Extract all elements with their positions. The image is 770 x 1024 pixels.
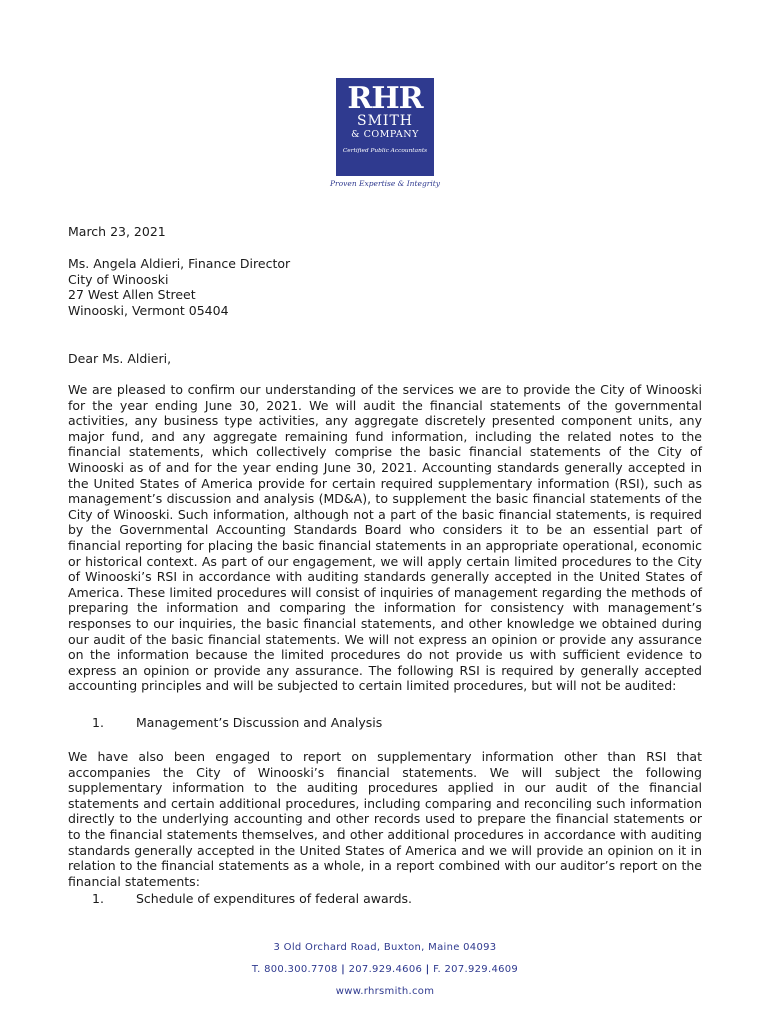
footer-phone2: 207.929.4606 [348,964,423,975]
list-number: 1. [92,891,104,906]
logo-cpa: Certified Public Accountants [342,148,428,154]
footer-fax: F. 207.929.4609 [433,964,519,975]
footer-separator: | [425,964,430,975]
company-logo [336,78,434,176]
list-text: Schedule of expenditures of federal awards. [136,891,412,906]
footer-address: 3 Old Orchard Road, Buxton, Maine 04093 [273,942,497,953]
salutation: Dear Ms. Aldieri, [68,351,172,366]
list-text: Management’s Discussion and Analysis [136,715,383,730]
footer-separator: | [341,964,346,975]
recipient-name: Ms. Angela Aldieri, Finance Director [68,256,291,271]
letter-date: March 23, 2021 [68,224,166,239]
footer-phones [0,964,770,975]
logo-smith: SMITH [356,113,413,129]
list-item-supplementary [92,891,412,907]
logo-company: & COMPANY [351,129,419,140]
list-item-rsi [92,715,382,731]
footer-website[interactable]: www.rhrsmith.com [335,986,435,997]
tagline: Proven Expertise & Integrity [330,179,440,188]
recipient-city: Winooski, Vermont 05404 [68,302,229,318]
list-number: 1. [92,715,104,730]
recipient-block [68,256,702,318]
recipient-street: 27 West Allen Street [68,287,196,303]
paragraph-2: We have also been engaged to report on supplementary information other than RSI that accompanies the City of Winooski’s financial statements. We will subject the following supplementary information to the auditing procedures applied in our audit of the financial statements and certain additional procedures, including comparing and reconciling such information directly to the underlying accounting and other records used to prepare the financial statements or to the financial statements themselves, and other additional procedures in accordance with auditing standards generally accepted in the United States of America and we will provide an opinion on it in relation to the financial statements as a whole, in a report combined with our auditor’s report on the financial statements: [68,749,702,889]
logo-rhr: RHR [347,81,423,116]
paragraph-1: We are pleased to confirm our understanding of the services we are to provide the City of Winooski for the year ending June 30, 2021. We will audit the financial statements of the governmental activities, any business type activities, any aggregate discretely presented component units, any major fund, and any aggregate remaining fund information, including the related notes to the financial statements, which collectively comprise the basic financial statements of the City of Winooski as of and for the year ending June 30, 2021. Accounting standards generally accepted in the United States of America provide for certain required supplementary information (RSI), such as management’s discussion and analysis (MD&A), to supplement the basic financial statements of the City of Winooski. Such information, although not a part of the basic financial statements, is required by the Governmental Accounting Standards Board who considers it to be an essential part of financial reporting for placing the basic financial statements in an appropriate operational, economic or historical context. As part of our engagement, we will apply certain limited procedures to the City of Winooski’s RSI in accordance with auditing standards generally accepted in the United States of America. These limited procedures will consist of inquiries of management regarding the methods of preparing the information and comparing the information for consistency with management’s responses to our inquiries, the basic financial statements, and other knowledge we obtained during our audit of the basic financial statements. We will not express an opinion or provide any assurance on the information because the limited procedures do not provide us with sufficient evidence to express an opinion or provide any assurance. The following RSI is required by generally accepted accounting principles and will be subjected to certain limited procedures, but will not be audited: [68,382,702,694]
recipient-org: City of Winooski [68,271,169,287]
footer-phone: T. 800.300.7708 [251,964,338,975]
